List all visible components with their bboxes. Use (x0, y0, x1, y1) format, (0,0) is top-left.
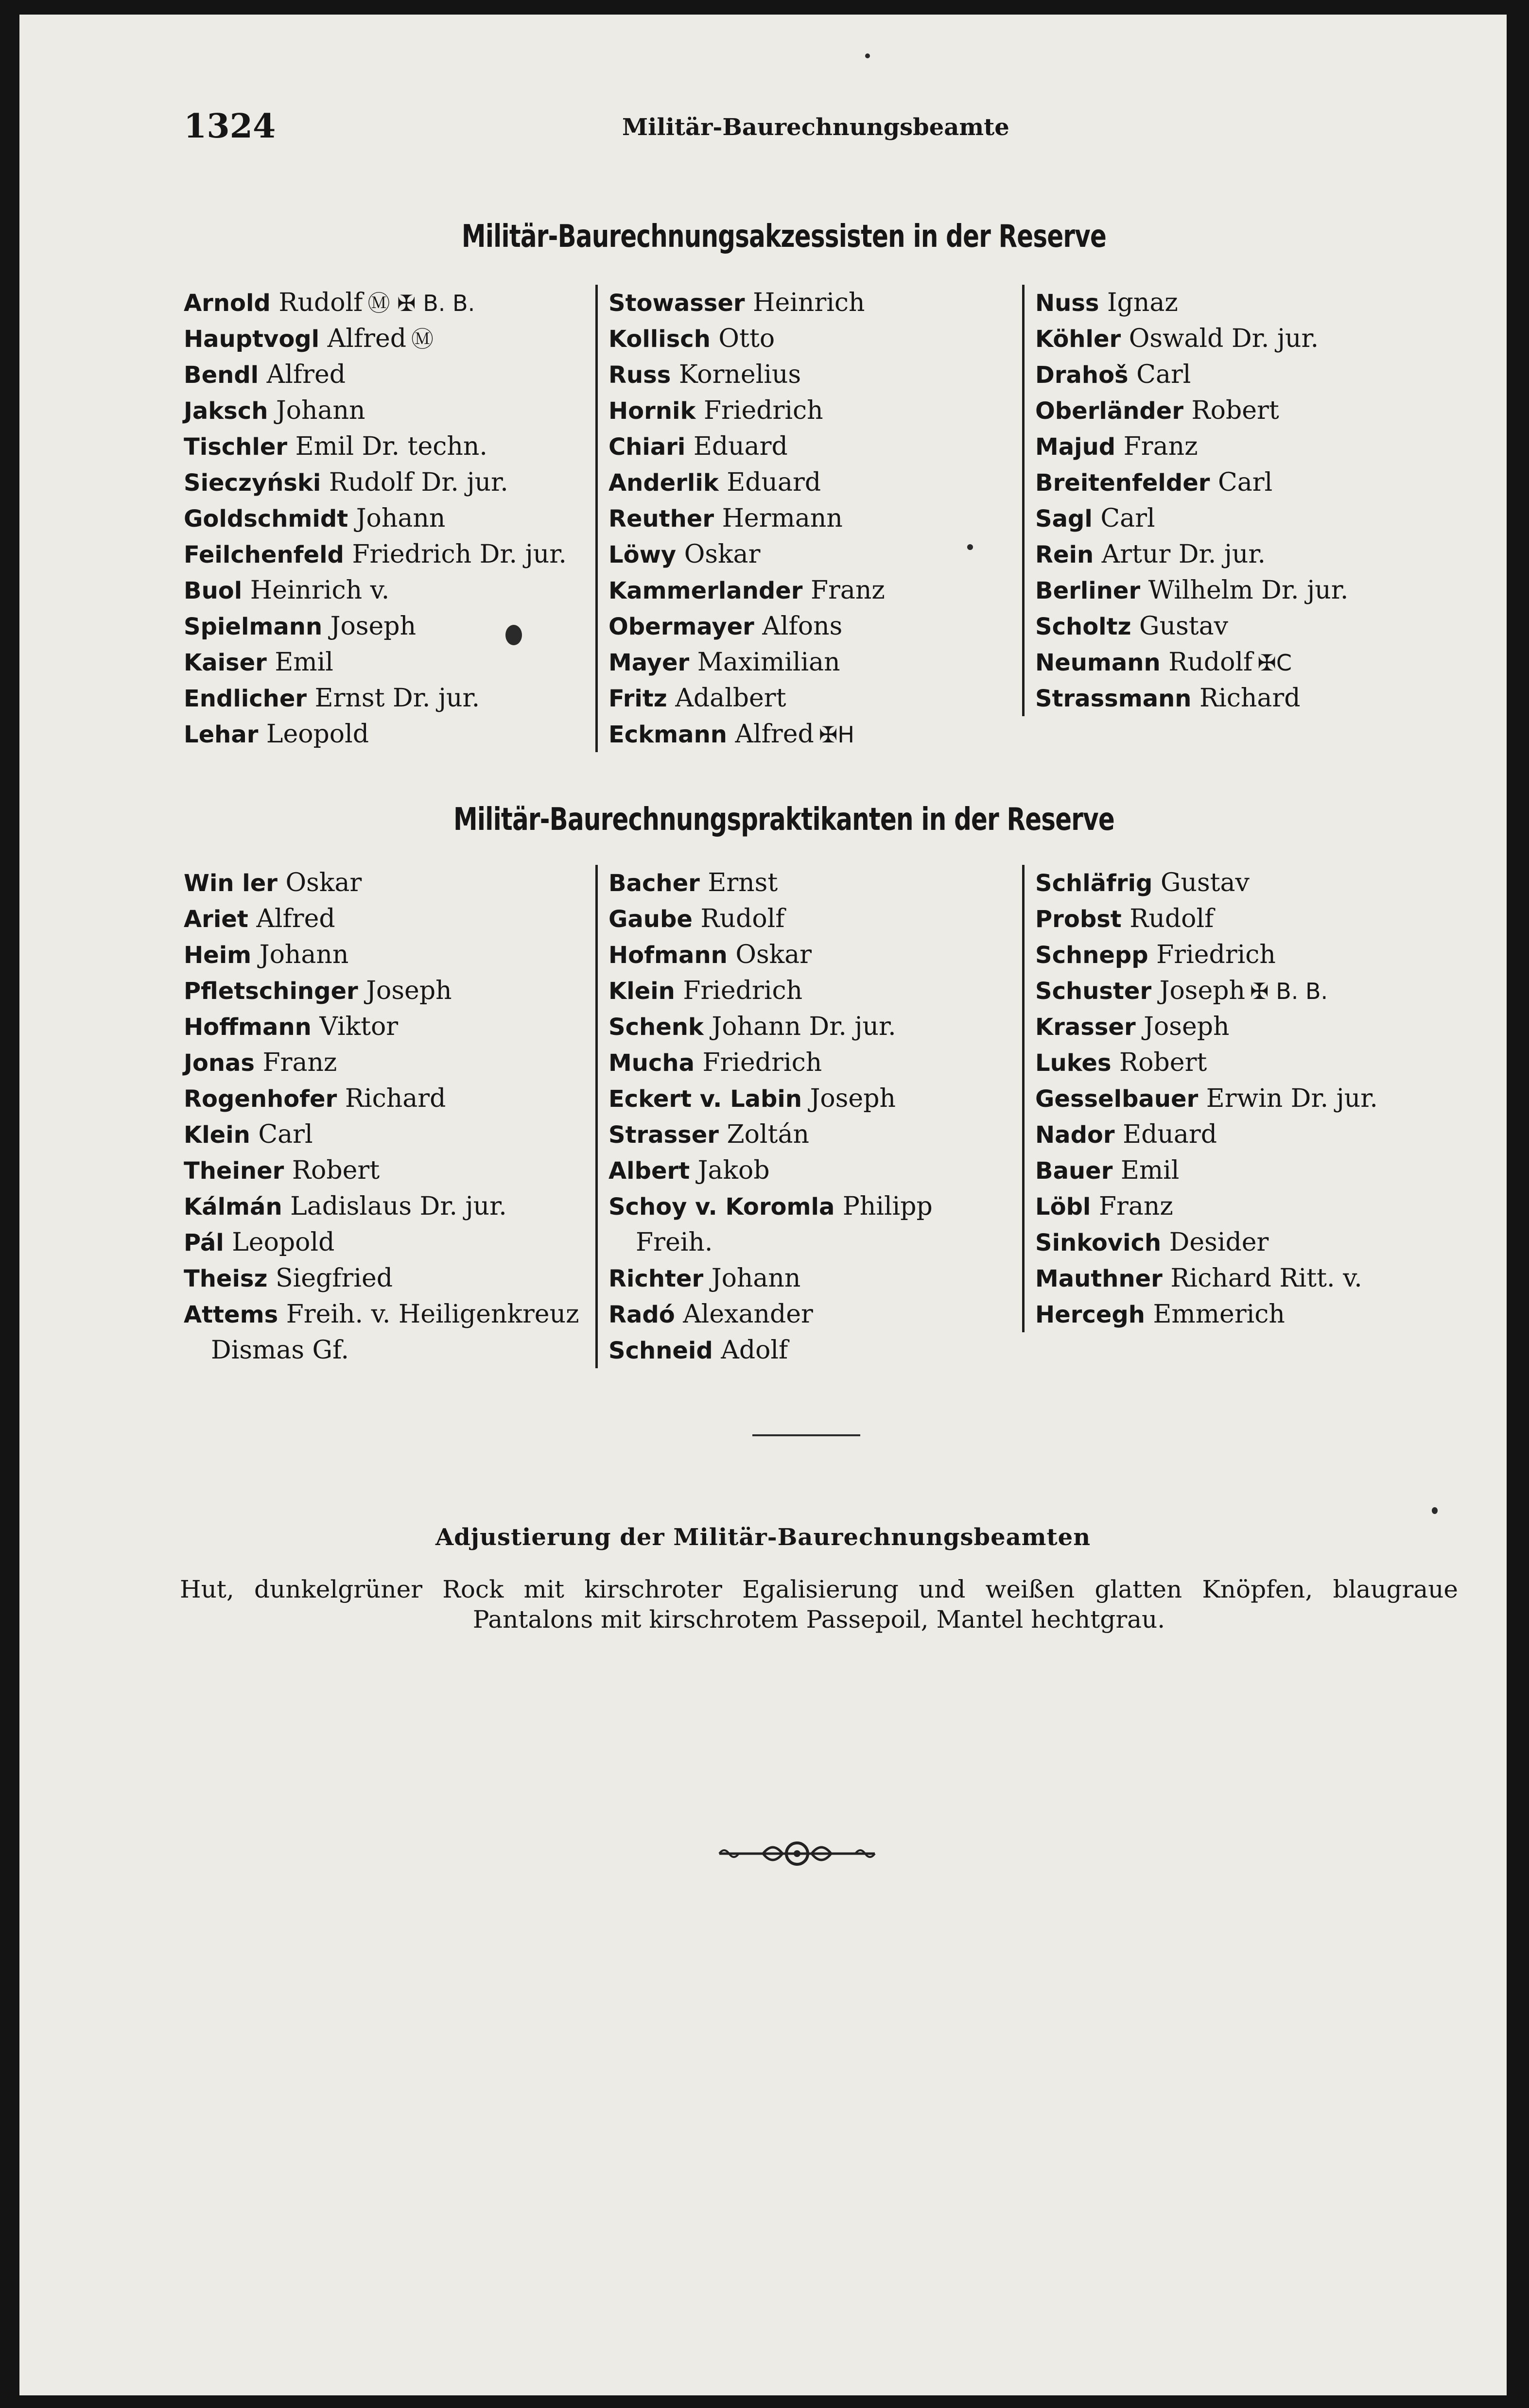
surname: Endlicher (184, 685, 307, 712)
surname: Bendl (184, 361, 259, 389)
given-name: Artur Dr. jur. (1101, 540, 1266, 569)
given-name: Adolf (721, 1336, 788, 1365)
given-name: Gustav (1160, 868, 1250, 897)
surname: Sinkovich (1035, 1229, 1162, 1256)
given-name: Rudolf (1168, 648, 1253, 677)
decoration-mark: Ⓜ (411, 326, 434, 352)
list-item (608, 1332, 933, 1368)
given-name: Friedrich (703, 396, 823, 425)
surname: Bauer (1035, 1157, 1113, 1185)
list-item (1035, 973, 1378, 1009)
surname: Theisz (184, 1265, 268, 1292)
given-name: Alfons (762, 612, 843, 641)
decoration-mark: Ⓜ ✠ B. B. (367, 290, 475, 316)
name-column (595, 865, 933, 1368)
list-item (184, 1296, 579, 1332)
given-name: Emmerich (1153, 1300, 1285, 1329)
given-name: Emil (1120, 1156, 1180, 1185)
list-item (608, 680, 885, 716)
section-title-praktikanten: Militär-Baurechnungspraktikanten in der Reserve (453, 802, 1114, 838)
given-name: Freih. v. Heiligenkreuz (286, 1300, 579, 1329)
surname: Feilchenfeld (184, 541, 344, 568)
surname: Nador (1035, 1121, 1115, 1149)
list-item (184, 357, 567, 393)
list-item (1035, 464, 1348, 500)
list-item (184, 429, 567, 464)
given-name: Otto (718, 324, 775, 353)
list-item (184, 973, 579, 1009)
surname: Schoy v. Koromla (608, 1193, 835, 1221)
surname: Neumann (1035, 649, 1161, 676)
list-item (1035, 937, 1378, 973)
surname: Scholtz (1035, 613, 1131, 640)
surname: Pfletschinger (184, 978, 358, 1005)
given-name: Heinrich v. (250, 576, 390, 605)
surname: Gaube (608, 906, 693, 933)
surname: Fritz (608, 685, 667, 712)
given-name: Joseph (1159, 976, 1246, 1005)
list-item (184, 680, 567, 716)
list-item (608, 321, 885, 357)
ink-blot (505, 625, 522, 645)
surname: Heim (184, 942, 252, 969)
surname: Majud (1035, 433, 1116, 461)
given-name: Dismas Gf. (211, 1336, 349, 1365)
surname: Kálmán (184, 1193, 282, 1221)
given-name: Gustav (1139, 612, 1229, 641)
list-item (608, 285, 885, 321)
surname: Albert (608, 1157, 690, 1185)
given-name: Emil Dr. techn. (295, 432, 487, 461)
list-item (1035, 285, 1348, 321)
list-item (608, 644, 885, 680)
given-name: Johann (259, 940, 349, 969)
list-item (608, 1045, 933, 1081)
surname: Schuster (1035, 978, 1152, 1005)
surname: Ariet (184, 906, 248, 933)
given-name: Johann (276, 396, 365, 425)
list-item (608, 937, 933, 973)
given-name: Alfred (256, 904, 335, 933)
list-item (608, 901, 933, 937)
given-name: Zoltán (727, 1120, 809, 1149)
surname: Arnold (184, 290, 271, 317)
list-item (608, 393, 885, 429)
given-name: Franz (810, 576, 885, 605)
surname: Klein (184, 1121, 250, 1149)
list-item (184, 901, 579, 937)
list-item (184, 572, 567, 608)
surname: Schläfrig (1035, 870, 1153, 897)
given-name: Johann (356, 504, 446, 533)
surname: Mauthner (1035, 1265, 1163, 1292)
list-item (184, 1045, 579, 1081)
section-divider (752, 1434, 860, 1436)
list-item (184, 393, 567, 429)
surname: Mucha (608, 1049, 695, 1077)
section-title-akzessisten: Militär-Baurechnungsakzessisten in der Reserve (461, 219, 1107, 255)
given-name: Friedrich (702, 1048, 822, 1077)
list-item (608, 1188, 933, 1224)
given-name: Johann Dr. jur. (712, 1012, 896, 1041)
surname: Probst (1035, 906, 1122, 933)
surname: Reuther (608, 505, 714, 533)
surname: Buol (184, 577, 243, 604)
surname: Oberländer (1035, 397, 1183, 425)
given-name: Leopold (266, 720, 369, 749)
surname: Hofmann (608, 942, 728, 969)
given-name: Franz (1123, 432, 1198, 461)
list-item (184, 1188, 579, 1224)
list-item (608, 973, 933, 1009)
surname: Anderlik (608, 469, 719, 497)
surname: Schneid (608, 1337, 713, 1364)
surname: Rogenhofer (184, 1085, 337, 1113)
given-name: Robert (1119, 1048, 1207, 1077)
list-item (608, 464, 885, 500)
given-name: Joseph (810, 1084, 896, 1113)
list-item (1035, 357, 1348, 393)
surname: Jonas (184, 1049, 255, 1077)
list-item (184, 1332, 579, 1368)
surname: Schnepp (1035, 942, 1148, 969)
given-name: Eduard (727, 468, 821, 497)
printers-ornament-icon (710, 1832, 885, 1875)
ink-speck (1432, 1507, 1438, 1514)
list-item (1035, 572, 1348, 608)
surname: Goldschmidt (184, 505, 348, 533)
given-name: Richard Ritt. v. (1170, 1264, 1362, 1293)
list-item (184, 1224, 579, 1260)
surname: Klein (608, 978, 675, 1005)
given-name: Ignaz (1107, 288, 1178, 317)
name-column (184, 865, 579, 1368)
list-item (1035, 500, 1348, 536)
list-item (608, 1081, 933, 1117)
name-column (1022, 865, 1378, 1332)
given-name: Carl (1217, 468, 1273, 497)
surname: Hercegh (1035, 1301, 1145, 1328)
surname: Pál (184, 1229, 224, 1256)
given-name: Johann (711, 1264, 801, 1293)
surname: Win ler (184, 870, 278, 897)
surname: Köhler (1035, 326, 1121, 353)
given-name: Kornelius (678, 360, 801, 389)
surname: Chiari (608, 433, 686, 461)
given-name: Oskar (735, 940, 812, 969)
surname: Radó (608, 1301, 675, 1328)
given-name: Ernst Dr. jur. (314, 684, 480, 713)
list-item (184, 1117, 579, 1152)
given-name: Alexander (683, 1300, 813, 1329)
list-item (608, 572, 885, 608)
given-name: Oskar (285, 868, 362, 897)
surname: Berliner (1035, 577, 1141, 604)
surname: Jaksch (184, 397, 268, 425)
given-name: Friedrich (1156, 940, 1276, 969)
surname: Stowasser (608, 290, 745, 317)
surname: Richter (608, 1265, 704, 1292)
list-item (608, 716, 885, 752)
list-item (1035, 865, 1378, 901)
given-name: Eduard (693, 432, 788, 461)
given-name: Eduard (1123, 1120, 1217, 1149)
given-name: Heinrich (753, 288, 865, 317)
given-name: Robert (1191, 396, 1279, 425)
surname: Attems (184, 1301, 278, 1328)
list-item (608, 1224, 933, 1260)
list-item (184, 644, 567, 680)
list-item (608, 1152, 933, 1188)
given-name: Freih. (636, 1228, 713, 1257)
list-item (1035, 1188, 1378, 1224)
surname: Bacher (608, 870, 700, 897)
list-item (184, 865, 579, 901)
given-name: Joseph (1144, 1012, 1230, 1041)
given-name: Rudolf (1129, 904, 1214, 933)
list-item (1035, 1045, 1378, 1081)
surname: Sagl (1035, 505, 1093, 533)
surname: Spielmann (184, 613, 323, 640)
given-name: Jakob (697, 1156, 770, 1185)
name-column (1022, 285, 1348, 716)
list-item (1035, 321, 1348, 357)
name-column (184, 285, 567, 752)
list-item (1035, 1152, 1378, 1188)
running-head: Militär-Baurechnungsbeamte (622, 114, 1009, 141)
given-name: Joseph (366, 976, 452, 1005)
surname: Mayer (608, 649, 690, 676)
given-name: Maximilian (697, 648, 840, 677)
given-name: Alfred (266, 360, 346, 389)
given-name: Ladislaus Dr. jur. (290, 1192, 507, 1221)
surname: Lukes (1035, 1049, 1112, 1077)
given-name: Philipp (842, 1192, 933, 1221)
given-name: Emil (275, 648, 333, 677)
page-header (19, 107, 1507, 151)
list-item (608, 865, 933, 901)
list-item (1035, 901, 1378, 937)
list-item (184, 321, 567, 357)
list-item (1035, 644, 1348, 680)
decoration-mark: ✠ B. B. (1250, 978, 1328, 1004)
given-name: Franz (262, 1048, 337, 1077)
surname: Eckert v. Labin (608, 1085, 802, 1113)
given-name: Richard (1199, 684, 1301, 713)
surname: Tischler (184, 433, 288, 461)
uniform-title: Adjustierung der Militär-Baurechnungsbeamten (435, 1524, 1091, 1551)
name-column (595, 285, 885, 752)
list-item (608, 1296, 933, 1332)
given-name: Leopold (232, 1228, 335, 1257)
list-item (1035, 393, 1348, 429)
given-name: Carl (1136, 360, 1191, 389)
list-item (608, 429, 885, 464)
list-item (184, 716, 567, 752)
given-name: Desider (1169, 1228, 1269, 1257)
surname: Kaiser (184, 649, 267, 676)
surname: Kammerlander (608, 577, 803, 604)
given-name: Friedrich (683, 976, 803, 1005)
list-item (1035, 1224, 1378, 1260)
surname: Krasser (1035, 1014, 1136, 1041)
given-name: Rudolf Dr. jur. (329, 468, 508, 497)
given-name: Oskar (684, 540, 761, 569)
page-number: 1324 (184, 107, 276, 146)
list-item (184, 1260, 579, 1296)
surname: Schenk (608, 1014, 704, 1041)
surname: Eckmann (608, 721, 727, 748)
list-item (608, 1009, 933, 1045)
list-item (184, 536, 567, 572)
given-name: Richard (345, 1084, 446, 1113)
list-item (1035, 1117, 1378, 1152)
given-name: Robert (292, 1156, 380, 1185)
surname: Löwy (608, 541, 677, 568)
surname: Hoffmann (184, 1014, 312, 1041)
list-item (1035, 1296, 1378, 1332)
list-item (608, 1117, 933, 1152)
given-name: Adalbert (675, 684, 786, 713)
list-item (1035, 1081, 1378, 1117)
decoration-mark: ✠C (1257, 650, 1292, 676)
surname: Rein (1035, 541, 1094, 568)
given-name: Wilhelm Dr. jur. (1148, 576, 1349, 605)
list-item (1035, 1260, 1378, 1296)
list-item (1035, 429, 1348, 464)
given-name: Carl (258, 1120, 313, 1149)
list-item (184, 1152, 579, 1188)
surname: Strassmann (1035, 685, 1192, 712)
list-item (608, 357, 885, 393)
given-name: Alfred (327, 324, 407, 353)
surname: Russ (608, 361, 671, 389)
surname: Drahoš (1035, 361, 1129, 389)
surname: Kollisch (608, 326, 711, 353)
list-item (184, 1009, 579, 1045)
list-item (184, 937, 579, 973)
given-name: Erwin Dr. jur. (1206, 1084, 1378, 1113)
given-name: Oswald Dr. jur. (1129, 324, 1319, 353)
scanned-page (19, 15, 1507, 2395)
surname: Lehar (184, 721, 259, 748)
list-item (184, 464, 567, 500)
list-item (608, 1260, 933, 1296)
list-item (608, 608, 885, 644)
given-name: Rudolf (278, 288, 363, 317)
list-item (1035, 680, 1348, 716)
given-name: Franz (1098, 1192, 1173, 1221)
surname: Hauptvogl (184, 326, 320, 353)
surname: Gesselbauer (1035, 1085, 1199, 1113)
given-name: Carl (1100, 504, 1155, 533)
list-item (608, 536, 885, 572)
given-name: Friedrich Dr. jur. (352, 540, 567, 569)
surname: Breitenfelder (1035, 469, 1210, 497)
list-item (1035, 536, 1348, 572)
surname: Löbl (1035, 1193, 1091, 1221)
surname: Obermayer (608, 613, 754, 640)
given-name: Rudolf (700, 904, 785, 933)
ink-speck (865, 53, 870, 58)
list-item (1035, 1009, 1378, 1045)
ink-speck (967, 544, 973, 550)
given-name: Hermann (722, 504, 843, 533)
surname: Strasser (608, 1121, 719, 1149)
given-name: Siegfried (275, 1264, 393, 1293)
given-name: Ernst (708, 868, 778, 897)
given-name: Alfred (735, 720, 814, 749)
list-item (184, 500, 567, 536)
list-item (184, 285, 567, 321)
surname: Nuss (1035, 290, 1099, 317)
uniform-text: Hut, dunkelgrüner Rock mit kirschroter Egalisierung und weißen glatten Knöpfen, blaugraue Pantalons mit kirschrotem Passepoil, Mantel hechtgrau. (180, 1575, 1458, 1634)
list-item (184, 1081, 579, 1117)
list-item (1035, 608, 1348, 644)
given-name: Joseph (330, 612, 417, 641)
given-name: Viktor (319, 1012, 399, 1041)
decoration-mark: ✠H (818, 722, 854, 748)
surname: Sieczyński (184, 469, 321, 497)
surname: Hornik (608, 397, 696, 425)
surname: Theiner (184, 1157, 284, 1185)
list-item (608, 500, 885, 536)
